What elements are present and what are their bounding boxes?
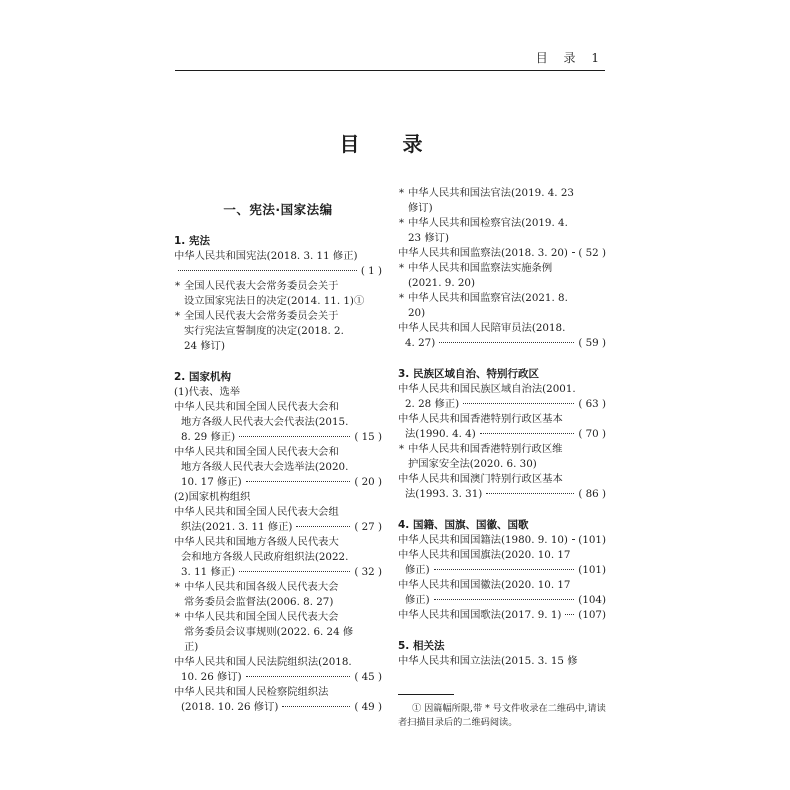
entry-title: 中华人民共和国宪法(2018. 3. 11 修正) [174, 250, 358, 262]
entry-line: 地方各级人民代表大会代表法(2015. [181, 416, 349, 428]
entry-line: 会和地方各级人民政府组织法(2022. [181, 551, 349, 563]
entry-leader-line [398, 336, 606, 351]
dot-leader [565, 614, 574, 615]
entry-line: 地方各级人民代表大会选举法(2020. [181, 461, 349, 473]
dot-leader [178, 270, 357, 271]
starred-entry [174, 610, 382, 655]
toc-entry [398, 533, 606, 548]
page-ref: (104) [578, 594, 606, 606]
dot-leader [572, 539, 574, 540]
starred-entry [398, 216, 606, 246]
page-ref: ( 59 ) [578, 337, 606, 349]
toc-entry [398, 412, 606, 442]
entry-line: 中华人民共和国人民陪审员法(2018. [398, 322, 566, 334]
toc-entry [174, 445, 382, 490]
entry-line: 中华人民共和国国旗法(2020. 10. 17 [398, 549, 571, 561]
dot-leader [239, 436, 350, 437]
section-heading: 5. 相关法 [398, 640, 445, 652]
entry-line: * 中华人民共和国检察官法(2019. 4. [408, 217, 568, 229]
entry-line: 10. 26 修订) [181, 671, 242, 683]
entry-line: 中华人民共和国地方各级人民代表大 [174, 536, 339, 548]
entry-line: 中华人民共和国国徽法(2020. 10. 17 [398, 579, 571, 591]
entry-line: 护国家安全法(2020. 6. 30) [408, 458, 537, 470]
entry-leader-line [398, 397, 606, 412]
toc-entry [174, 249, 382, 279]
entry-line: 织法(2021. 3. 11 修正) [181, 521, 293, 533]
toc-entry [398, 548, 606, 578]
entry-line: * 中华人民共和国全国人民代表大会 [184, 611, 339, 623]
toc-entry [398, 246, 606, 261]
entry-leader-line [398, 246, 606, 261]
entry-line: 中华人民共和国国籍法(1980. 9. 10) [398, 534, 568, 546]
dot-leader [434, 599, 575, 600]
entry-line: 8. 29 修正) [181, 431, 236, 443]
dot-leader [572, 252, 574, 253]
entry-line: 中华人民共和国人民法院组织法(2018. [174, 656, 352, 668]
entry-line: 常务委员会监督法(2006. 8. 27) [184, 596, 334, 608]
entry-line: 常务委员会议事规则(2022. 6. 24 修 [184, 626, 354, 638]
toc-entry [398, 608, 606, 623]
page-ref: ( 49 ) [354, 701, 382, 713]
toc-entry [398, 472, 606, 502]
page-ref: ( 70 ) [578, 428, 606, 440]
entry-line: 2. 28 修正) [405, 398, 460, 410]
entry-leader-line [174, 264, 382, 279]
entry-leader-line [398, 533, 606, 548]
page-ref: ( 86 ) [578, 488, 606, 500]
entry-line: * 中华人民共和国监察官法(2021. 8. [408, 292, 568, 304]
entry-leader-line [174, 520, 382, 535]
entry-line: 中华人民共和国人民检察院组织法 [174, 686, 329, 698]
page-ref: ( 45 ) [354, 671, 382, 683]
footnote-rule [398, 694, 454, 695]
entry-line: * 中华人民共和国各级人民代表大会 [184, 581, 339, 593]
entry-line: (2018. 10. 26 修订) [181, 701, 279, 713]
entry-line: 24 修订) [184, 340, 225, 352]
entry-line: 中华人民共和国香港特别行政区基本 [398, 413, 563, 425]
dot-leader [480, 433, 575, 434]
entry-line: * 中华人民共和国法官法(2019. 4. 23 [408, 187, 574, 199]
entry-line: 10. 17 修正) [181, 476, 242, 488]
entry-line: 修正) [405, 564, 430, 576]
starred-entry [174, 279, 382, 309]
entry-leader-line [398, 593, 606, 608]
entry-line: 中华人民共和国国歌法(2017. 9. 1) [398, 609, 562, 621]
dot-leader [296, 526, 350, 527]
dot-leader [246, 481, 351, 482]
page-ref: ( 63 ) [578, 398, 606, 410]
entry-leader-line [174, 565, 382, 580]
page-ref: (101) [578, 564, 606, 576]
dot-leader [239, 571, 350, 572]
dot-leader [434, 569, 575, 570]
page-ref: (107) [578, 609, 606, 621]
dot-leader [282, 706, 350, 707]
section-heading: 4. 国籍、国旗、国徽、国歌 [398, 519, 529, 531]
entry-line: 中华人民共和国全国人民代表大会组 [174, 506, 339, 518]
entry-leader-line [174, 700, 382, 715]
dot-leader [463, 403, 574, 404]
entry-line: * 全国人民代表大会常务委员会关于 [184, 280, 339, 292]
page-ref: ( 32 ) [354, 566, 382, 578]
toc-entry [398, 382, 606, 412]
starred-entry [398, 442, 606, 472]
entry-line: 中华人民共和国澳门特别行政区基本 [398, 473, 563, 485]
page-ref: (101) [578, 534, 606, 546]
entry-line: 实行宪法宣誓制度的决定(2018. 2. [184, 325, 344, 337]
section-heading: 3. 民族区域自治、特别行政区 [398, 368, 539, 380]
toc-entry [398, 654, 606, 669]
toc-left-column [174, 186, 382, 715]
header-rule [175, 70, 605, 71]
toc-entry [174, 505, 382, 535]
entry-line: 修订) [408, 202, 433, 214]
entry-line: * 中华人民共和国香港特别行政区维 [408, 443, 563, 455]
entry-leader-line [398, 563, 606, 578]
footnote: ① 因篇幅所限,带 * 号文件收录在二维码中,请读者扫描目录后的二维码阅读。 [398, 703, 606, 728]
page-ref: ( 52 ) [578, 247, 606, 259]
starred-entry [174, 309, 382, 354]
entry-leader-line [174, 430, 382, 445]
entry-leader-line [398, 487, 606, 502]
entry-line: 中华人民共和国监察法(2018. 3. 20) [398, 247, 568, 259]
running-title: 目 录 [535, 51, 582, 65]
subsection-heading: (2)国家机构组织 [174, 491, 251, 503]
page-title: 目 录 [339, 132, 441, 156]
section-heading: 2. 国家机构 [174, 371, 231, 383]
entry-line: * 全国人民代表大会常务委员会关于 [184, 310, 339, 322]
toc-entry [174, 400, 382, 445]
page-ref: ( 20 ) [354, 476, 382, 488]
page-ref: ( 1 ) [360, 265, 382, 277]
running-header [175, 49, 605, 66]
entry-line: 正) [184, 641, 199, 653]
toc-entry [398, 578, 606, 608]
dot-leader [246, 676, 351, 677]
toc-entry [174, 535, 382, 580]
entry-leader-line [398, 608, 606, 623]
entry-line: (2021. 9. 20) [408, 277, 475, 289]
toc-entry [398, 321, 606, 351]
subsection-heading: (1)代表、选举 [174, 386, 241, 398]
section-heading: 1. 宪法 [174, 235, 210, 247]
toc-entry [174, 655, 382, 685]
toc-entry [174, 685, 382, 715]
dot-leader [486, 493, 574, 494]
entry-line: 中华人民共和国全国人民代表大会和 [174, 446, 339, 458]
part-heading: 一、宪法·国家法编 [223, 202, 333, 217]
entry-line: 设立国家宪法日的决定(2014. 11. 1)① [184, 295, 365, 307]
entry-line: 中华人民共和国立法法(2015. 3. 15 修 [398, 655, 578, 667]
entry-line: 法(1990. 4. 4) [405, 428, 476, 440]
toc-right-column [398, 186, 606, 669]
page-ref: ( 27 ) [354, 521, 382, 533]
entry-line: 法(1993. 3. 31) [405, 488, 483, 500]
starred-entry [398, 261, 606, 291]
entry-line: 20) [408, 307, 426, 319]
entry-line: 3. 11 修正) [181, 566, 236, 578]
page-number: 1 [591, 51, 605, 65]
dot-leader [439, 342, 574, 343]
entry-line: 中华人民共和国全国人民代表大会和 [174, 401, 339, 413]
starred-entry [398, 186, 606, 216]
entry-leader-line [174, 475, 382, 490]
page-ref: ( 15 ) [354, 431, 382, 443]
entry-line: 23 修订) [408, 232, 449, 244]
entry-leader-line [174, 670, 382, 685]
starred-entry [174, 580, 382, 610]
entry-line: * 中华人民共和国监察法实施条例 [408, 262, 553, 274]
entry-line: 修正) [405, 594, 430, 606]
entry-line: 中华人民共和国民族区域自治法(2001. [398, 383, 576, 395]
starred-entry [398, 291, 606, 321]
entry-line: 4. 27) [405, 337, 436, 349]
entry-leader-line [398, 427, 606, 442]
